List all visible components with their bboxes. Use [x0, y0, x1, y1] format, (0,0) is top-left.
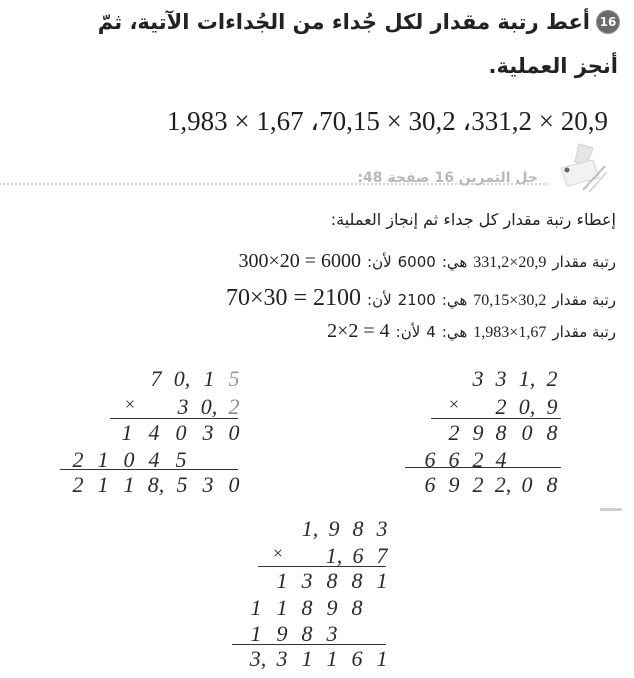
estimate-product: 70,15×30,2	[473, 292, 547, 309]
rule-line	[232, 644, 386, 645]
estimate-because: لأن:	[367, 291, 392, 309]
rule-line	[258, 566, 386, 567]
estimate-is: هي:	[441, 291, 468, 309]
solution-title: حل التمرين 16 صفحة 48:	[357, 170, 538, 186]
exercise-number-badge: 16	[596, 10, 620, 34]
exercise-products: 1,983 × 1,67 ،70,15 × 30,2 ،331,2 × 20,9	[166, 106, 608, 136]
estimate-because: لأن:	[367, 253, 392, 271]
estimate-product: 331,2×20,9	[473, 254, 547, 271]
multiplication-1-983x1-67: 1, 9 8 3 × 1, 6 7 1 3 8 8 1 1 1 8 9 8 1 9 8 3 3, 3 1 1 6 1	[0, 0, 634, 678]
estimate-is: هي:	[441, 323, 468, 341]
estimate-label: رتبة مقدار	[552, 323, 616, 341]
solution-intro: إعطاء رتبة مقدار كل جداء ثم إنجاز العملية:	[330, 210, 616, 229]
estimate-is: هي:	[441, 253, 468, 271]
estimate-label: رتبة مقدار	[552, 291, 616, 309]
estimate-product: 1,983×1,67	[473, 324, 547, 341]
estimate-justification: 300×20 = 6000	[238, 250, 362, 272]
estimate-justification: 70×30 = 2100	[225, 285, 362, 311]
estimate-label: رتبة مقدار	[552, 253, 616, 271]
estimate-value: 6000	[397, 253, 436, 271]
multiplication-331-2x20-9: 3 3 1, 2 × 2 0, 9 2 9 8 0 8 6 6 2 4 6 9 2 2, 0 8	[0, 0, 634, 678]
estimate-value: 2100	[397, 291, 436, 309]
multiplication-70-15x30-2: 7 0, 1 5 × 3 0, 2 1 4 0 3 0 2 1 0 4 5 2 1 1 8, 5 3 0	[0, 0, 634, 678]
estimate-justification: 2×2 = 4	[327, 320, 390, 342]
exercise-instruction-line2: أنجز العملية.	[488, 54, 618, 78]
instruction-text: أعط رتبة مقدار لكل جُداء من الجُداءات الآتية، ثمّ	[97, 10, 590, 34]
estimate-value: 4	[426, 323, 436, 341]
estimate-because: لأن:	[395, 323, 421, 341]
